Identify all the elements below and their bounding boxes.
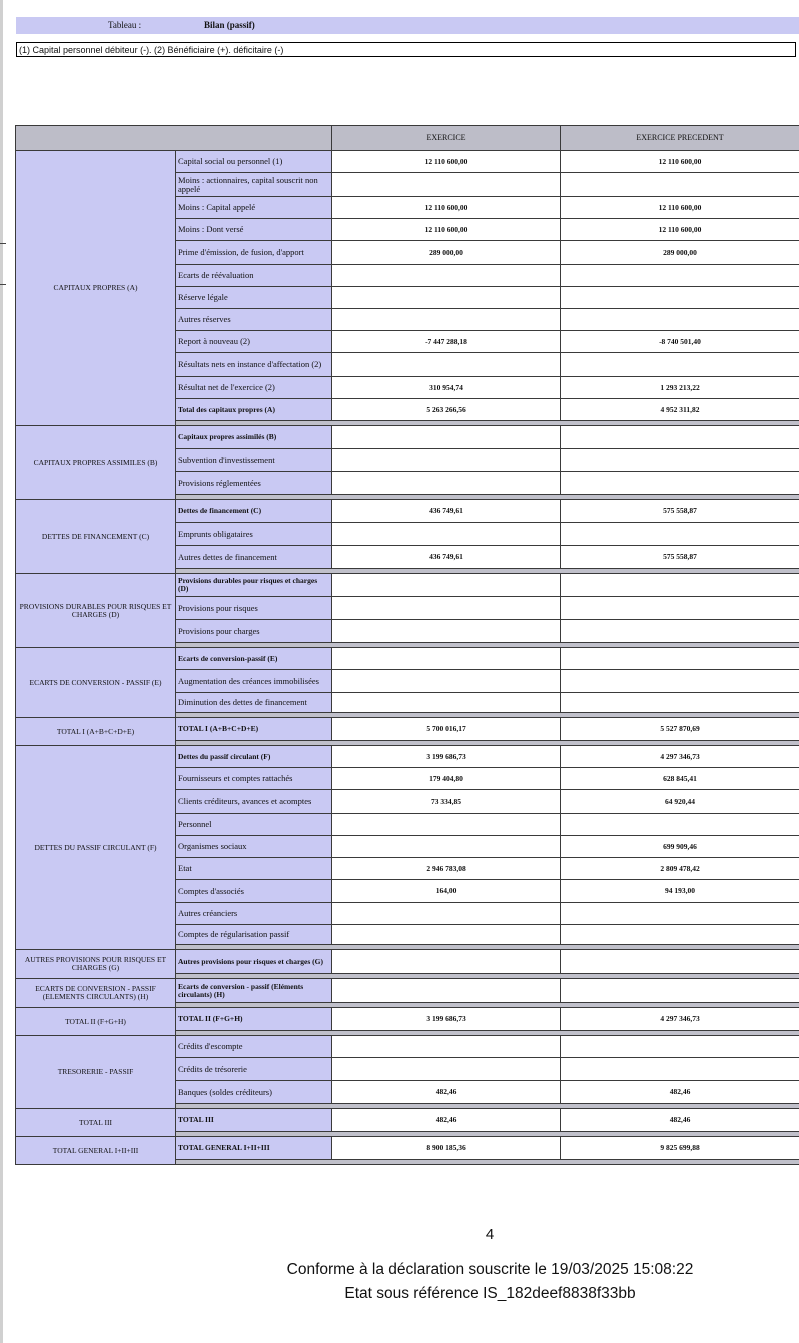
- value-exercice-precedent: 94 193,00: [561, 880, 799, 903]
- row-label: TOTAL I (A+B+C+D+E): [176, 718, 332, 741]
- left-edge-strip: [0, 0, 3, 1343]
- value-exercice-precedent: [561, 670, 799, 693]
- section-title: DETTES DU PASSIF CIRCULANT (F): [16, 746, 176, 950]
- value-exercice: [332, 814, 561, 836]
- left-edge-mark: [0, 284, 6, 285]
- row-label: Résultat net de l'exercice (2): [176, 377, 332, 399]
- value-exercice: 12 110 600,00: [332, 197, 561, 219]
- table-row: [16, 500, 799, 523]
- value-exercice-precedent: 2 809 478,42: [561, 858, 799, 880]
- header-exercice: EXERCICE: [332, 126, 561, 151]
- value-exercice: [332, 693, 561, 713]
- value-exercice-precedent: [561, 814, 799, 836]
- value-exercice: [332, 836, 561, 858]
- value-exercice: 436 749,61: [332, 500, 561, 523]
- section-title: PROVISIONS DURABLES POUR RISQUES ET CHARGES (D): [16, 574, 176, 648]
- section-title: CAPITAUX PROPRES (A): [16, 151, 176, 426]
- row-label: Subvention d'investissement: [176, 449, 332, 472]
- row-label: Moins : Dont versé: [176, 219, 332, 241]
- value-exercice-precedent: 4 297 346,73: [561, 1008, 799, 1031]
- value-exercice-precedent: [561, 950, 799, 974]
- value-exercice: 436 749,61: [332, 546, 561, 569]
- footer-reference-line: Etat sous référence IS_182deef8838f33bb: [344, 1285, 636, 1302]
- value-exercice: 482,46: [332, 1081, 561, 1104]
- row-label: Ecarts de conversion-passif (E): [176, 648, 332, 670]
- value-exercice-precedent: 482,46: [561, 1081, 799, 1104]
- value-exercice: -7 447 288,18: [332, 331, 561, 353]
- row-label: Comptes de régularisation passif: [176, 925, 332, 945]
- value-exercice-precedent: 482,46: [561, 1109, 799, 1132]
- value-exercice: 164,00: [332, 880, 561, 903]
- section-title: TRESORERIE - PASSIF: [16, 1036, 176, 1109]
- value-exercice: 482,46: [332, 1109, 561, 1132]
- value-exercice: [332, 449, 561, 472]
- value-exercice: [332, 574, 561, 597]
- value-exercice: [332, 472, 561, 495]
- row-label: Provisions pour charges: [176, 620, 332, 643]
- value-exercice-precedent: [561, 173, 799, 197]
- value-exercice-precedent: 575 558,87: [561, 500, 799, 523]
- value-exercice: 8 900 185,36: [332, 1137, 561, 1160]
- value-exercice-precedent: [561, 925, 799, 945]
- tableau-label: Tableau :: [108, 20, 142, 30]
- row-label: Crédits d'escompte: [176, 1036, 332, 1058]
- value-exercice: [332, 353, 561, 377]
- value-exercice-precedent: [561, 309, 799, 331]
- value-exercice: [332, 523, 561, 546]
- value-exercice-precedent: 1 293 213,22: [561, 377, 799, 399]
- value-exercice: 12 110 600,00: [332, 151, 561, 173]
- value-exercice-precedent: [561, 693, 799, 713]
- value-exercice-precedent: 64 920,44: [561, 790, 799, 814]
- value-exercice-precedent: [561, 472, 799, 495]
- table-row: [16, 648, 799, 670]
- value-exercice: [332, 1036, 561, 1058]
- value-exercice: [332, 309, 561, 331]
- value-exercice-precedent: -8 740 501,40: [561, 331, 799, 353]
- table-row: [16, 1008, 799, 1031]
- row-label: Autres provisions pour risques et charges (G): [176, 950, 332, 974]
- row-label: Ecarts de réévaluation: [176, 265, 332, 287]
- value-exercice: [332, 925, 561, 945]
- row-label: Total des capitaux propres (A): [176, 399, 332, 421]
- row-label: Provisions réglementées: [176, 472, 332, 495]
- tableau-title: Bilan (passif): [204, 20, 255, 30]
- table-row: [16, 1109, 799, 1132]
- value-exercice-precedent: [561, 449, 799, 472]
- value-exercice-precedent: [561, 523, 799, 546]
- value-exercice: [332, 287, 561, 309]
- row-label: TOTAL GENERAL I+II+III: [176, 1137, 332, 1160]
- value-exercice: 5 700 016,17: [332, 718, 561, 741]
- table-row: [16, 574, 799, 597]
- row-label: Autres dettes de financement: [176, 546, 332, 569]
- row-label: Fournisseurs et comptes rattachés: [176, 768, 332, 790]
- value-exercice-precedent: [561, 979, 799, 1003]
- header-blank-cell: [16, 126, 332, 151]
- row-label: Banques (soldes créditeurs): [176, 1081, 332, 1104]
- row-label: Organismes sociaux: [176, 836, 332, 858]
- row-label: Provisions durables pour risques et charges (D): [176, 574, 332, 597]
- value-exercice-precedent: 12 110 600,00: [561, 197, 799, 219]
- row-label: TOTAL II (F+G+H): [176, 1008, 332, 1031]
- section-title: CAPITAUX PROPRES ASSIMILES (B): [16, 426, 176, 500]
- table-row: [16, 950, 799, 974]
- footer-conformity-line: Conforme à la déclaration souscrite le 19/03/2025 15:08:22: [286, 1261, 694, 1278]
- row-label: Report à nouveau (2): [176, 331, 332, 353]
- value-exercice: [332, 670, 561, 693]
- value-exercice: 3 199 686,73: [332, 746, 561, 768]
- value-exercice: [332, 265, 561, 287]
- table-header-row: [16, 126, 799, 151]
- row-label: Moins : actionnaires, capital souscrit non appelé: [176, 173, 332, 197]
- value-exercice: 12 110 600,00: [332, 219, 561, 241]
- section-title: TOTAL I (A+B+C+D+E): [16, 718, 176, 746]
- value-exercice-precedent: [561, 648, 799, 670]
- row-label: Dettes de financement (C): [176, 500, 332, 523]
- bilan-passif-table: [15, 125, 799, 1165]
- value-exercice: [332, 950, 561, 974]
- value-exercice-precedent: 575 558,87: [561, 546, 799, 569]
- row-label: Personnel: [176, 814, 332, 836]
- value-exercice-precedent: [561, 1058, 799, 1081]
- table-row: [16, 151, 799, 173]
- row-label: Diminution des dettes de financement: [176, 693, 332, 713]
- value-exercice-precedent: [561, 1036, 799, 1058]
- value-exercice-precedent: [561, 353, 799, 377]
- row-label: Réserve légale: [176, 287, 332, 309]
- row-label: TOTAL III: [176, 1109, 332, 1132]
- row-label: Autres réserves: [176, 309, 332, 331]
- value-exercice: [332, 597, 561, 620]
- value-exercice-precedent: 4 952 311,82: [561, 399, 799, 421]
- table-row: [16, 426, 799, 449]
- row-label: Clients créditeurs, avances et acomptes: [176, 790, 332, 814]
- row-label: Autres créanciers: [176, 903, 332, 925]
- value-exercice-precedent: 9 825 699,88: [561, 1137, 799, 1160]
- left-edge-mark: [0, 243, 6, 244]
- section-title: TOTAL III: [16, 1109, 176, 1137]
- value-exercice-precedent: [561, 903, 799, 925]
- row-label: Capital social ou personnel (1): [176, 151, 332, 173]
- row-label: Etat: [176, 858, 332, 880]
- row-label: Comptes d'associés: [176, 880, 332, 903]
- tableau-title-band: [16, 17, 799, 34]
- value-exercice: [332, 903, 561, 925]
- table-row: [16, 1137, 799, 1160]
- value-exercice-precedent: [561, 426, 799, 449]
- value-exercice: [332, 648, 561, 670]
- section-title: ECARTS DE CONVERSION - PASSIF (ELEMENTS CIRCULANTS) (H): [16, 979, 176, 1008]
- value-exercice-precedent: 12 110 600,00: [561, 219, 799, 241]
- row-label: Moins : Capital appelé: [176, 197, 332, 219]
- value-exercice-precedent: 4 297 346,73: [561, 746, 799, 768]
- row-label: Emprunts obligataires: [176, 523, 332, 546]
- value-exercice: [332, 979, 561, 1003]
- value-exercice: [332, 173, 561, 197]
- value-exercice-precedent: 628 845,41: [561, 768, 799, 790]
- section-title: AUTRES PROVISIONS POUR RISQUES ET CHARGES (G): [16, 950, 176, 979]
- value-exercice: 5 263 266,56: [332, 399, 561, 421]
- value-exercice-precedent: 289 000,00: [561, 241, 799, 265]
- page-number: 4: [485, 1226, 495, 1243]
- section-title: ECARTS DE CONVERSION - PASSIF (E): [16, 648, 176, 718]
- legend-box: (1) Capital personnel débiteur (-). (2) Bénéficiaire (+). déficitaire (-): [16, 42, 796, 57]
- value-exercice-precedent: 12 110 600,00: [561, 151, 799, 173]
- value-exercice-precedent: [561, 620, 799, 643]
- row-label: Prime d'émission, de fusion, d'apport: [176, 241, 332, 265]
- table-row: [16, 746, 799, 768]
- table-row: [16, 979, 799, 1003]
- value-exercice-precedent: [561, 287, 799, 309]
- table-row: [16, 1036, 799, 1058]
- value-exercice: 310 954,74: [332, 377, 561, 399]
- section-title: TOTAL II (F+G+H): [16, 1008, 176, 1036]
- row-label: Ecarts de conversion - passif (Eléments circulants) (H): [176, 979, 332, 1003]
- value-exercice-precedent: 5 527 870,69: [561, 718, 799, 741]
- row-label: Capitaux propres assimilés (B): [176, 426, 332, 449]
- row-label: Crédits de trésorerie: [176, 1058, 332, 1081]
- value-exercice: 289 000,00: [332, 241, 561, 265]
- value-exercice-precedent: 699 909,46: [561, 836, 799, 858]
- value-exercice: 179 404,80: [332, 768, 561, 790]
- section-title: TOTAL GENERAL I+II+III: [16, 1137, 176, 1165]
- row-label: Dettes du passif circulant (F): [176, 746, 332, 768]
- section-title: DETTES DE FINANCEMENT (C): [16, 500, 176, 574]
- value-exercice: 73 334,85: [332, 790, 561, 814]
- row-label: Provisions pour risques: [176, 597, 332, 620]
- header-exercice-precedent: EXERCICE PRECEDENT: [561, 126, 799, 151]
- value-exercice: [332, 426, 561, 449]
- value-exercice: [332, 1058, 561, 1081]
- value-exercice-precedent: [561, 265, 799, 287]
- table-row: [16, 718, 799, 741]
- value-exercice-precedent: [561, 574, 799, 597]
- row-label: Résultats nets en instance d'affectation (2): [176, 353, 332, 377]
- row-label: Augmentation des créances immobilisées: [176, 670, 332, 693]
- section-separator-cell: [176, 1160, 799, 1165]
- value-exercice: 3 199 686,73: [332, 1008, 561, 1031]
- value-exercice: [332, 620, 561, 643]
- value-exercice: 2 946 783,08: [332, 858, 561, 880]
- value-exercice-precedent: [561, 597, 799, 620]
